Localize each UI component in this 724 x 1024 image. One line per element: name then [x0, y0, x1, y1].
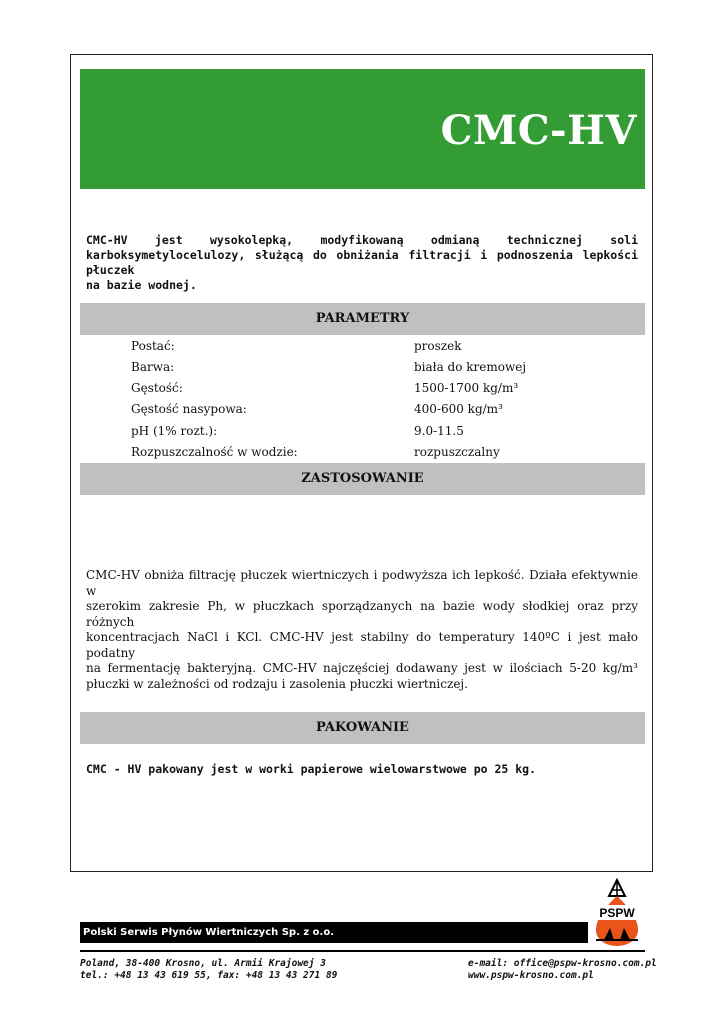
- section-header-pakowanie: PAKOWANIE: [80, 712, 645, 744]
- parameter-value: 9.0-11.5: [414, 424, 464, 438]
- usage-paragraph: [86, 568, 638, 692]
- drilling-rig-logo-icon: [590, 878, 644, 948]
- intro-line: CMC-HV jest wysokolepką, modyfikowaną odmianą technicznej soli: [86, 233, 638, 247]
- parameter-label: Barwa:: [131, 360, 175, 374]
- section-header-zastosowanie: ZASTOSOWANIE: [80, 463, 645, 495]
- usage-line: szerokim zakresie Ph, w płuczkach sporządzanych na bazie wody słodkiej oraz przy różnych: [86, 599, 638, 629]
- parameter-label: Postać:: [131, 339, 175, 353]
- parameter-row: [131, 424, 631, 445]
- footer-website[interactable]: www.pspw-krosno.com.pl: [468, 970, 594, 981]
- usage-line: płuczki w zależności od rodzaju i zasolenia płuczki wiertniczej.: [86, 676, 468, 691]
- parameter-row: [131, 381, 631, 402]
- company-name-bar: Polski Serwis Płynów Wiertniczych Sp. z o.o.: [80, 922, 588, 943]
- parameter-row: [131, 360, 631, 381]
- parameter-label: pH (1% rozt.):: [131, 424, 218, 438]
- footer-address: Poland, 38-400 Krosno, ul. Armii Krajowej 3: [80, 958, 326, 969]
- logo-text: PSPW: [599, 906, 635, 920]
- parameter-value: proszek: [414, 339, 462, 353]
- usage-line: na fermentację bakteryjną. CMC-HV najczęściej dodawany jest w ilościach 5-20 kg/m³: [86, 661, 638, 675]
- footer-email[interactable]: e-mail: office@pspw-krosno.com.pl: [468, 958, 657, 969]
- parameter-row: [131, 402, 631, 423]
- product-title: CMC-HV: [440, 107, 637, 154]
- parameter-value: rozpuszczalny: [414, 445, 500, 459]
- usage-line: CMC-HV obniża filtrację płuczek wiertniczych i podwyższa ich lepkość. Działa efektywnie w: [86, 568, 638, 598]
- intro-line: karboksymetylocelulozy, służącą do obniżania filtracji i podnoszenia lepkości płuczek: [86, 248, 638, 277]
- intro-line: na bazie wodnej.: [86, 278, 197, 292]
- intro-paragraph: [86, 233, 638, 293]
- packing-text: CMC - HV pakowany jest w worki papierowe wielowarstwowe po 25 kg.: [86, 762, 537, 776]
- parameter-label: Gęstość:: [131, 381, 183, 395]
- parameter-label: Rozpuszczalność w wodzie:: [131, 445, 298, 459]
- footer-phone: tel.: +48 13 43 619 55, fax: +48 13 43 271 89: [80, 970, 338, 981]
- parameter-value: 400-600 kg/m³: [414, 402, 503, 416]
- parameter-row: [131, 339, 631, 360]
- title-banner: [80, 69, 645, 189]
- footer-contact-right: [468, 958, 657, 982]
- footer-contact-left: [80, 958, 337, 982]
- parameter-label: Gęstość nasypowa:: [131, 402, 247, 416]
- footer-divider: [80, 950, 645, 952]
- usage-line: koncentracjach NaCl i KCl. CMC-HV jest stabilny do temperatury 140ºC i jest mało podatny: [86, 630, 638, 660]
- section-header-parametry: PARAMETRY: [80, 303, 645, 335]
- parameter-value: biała do kremowej: [414, 360, 527, 374]
- parameter-value: 1500-1700 kg/m³: [414, 381, 519, 395]
